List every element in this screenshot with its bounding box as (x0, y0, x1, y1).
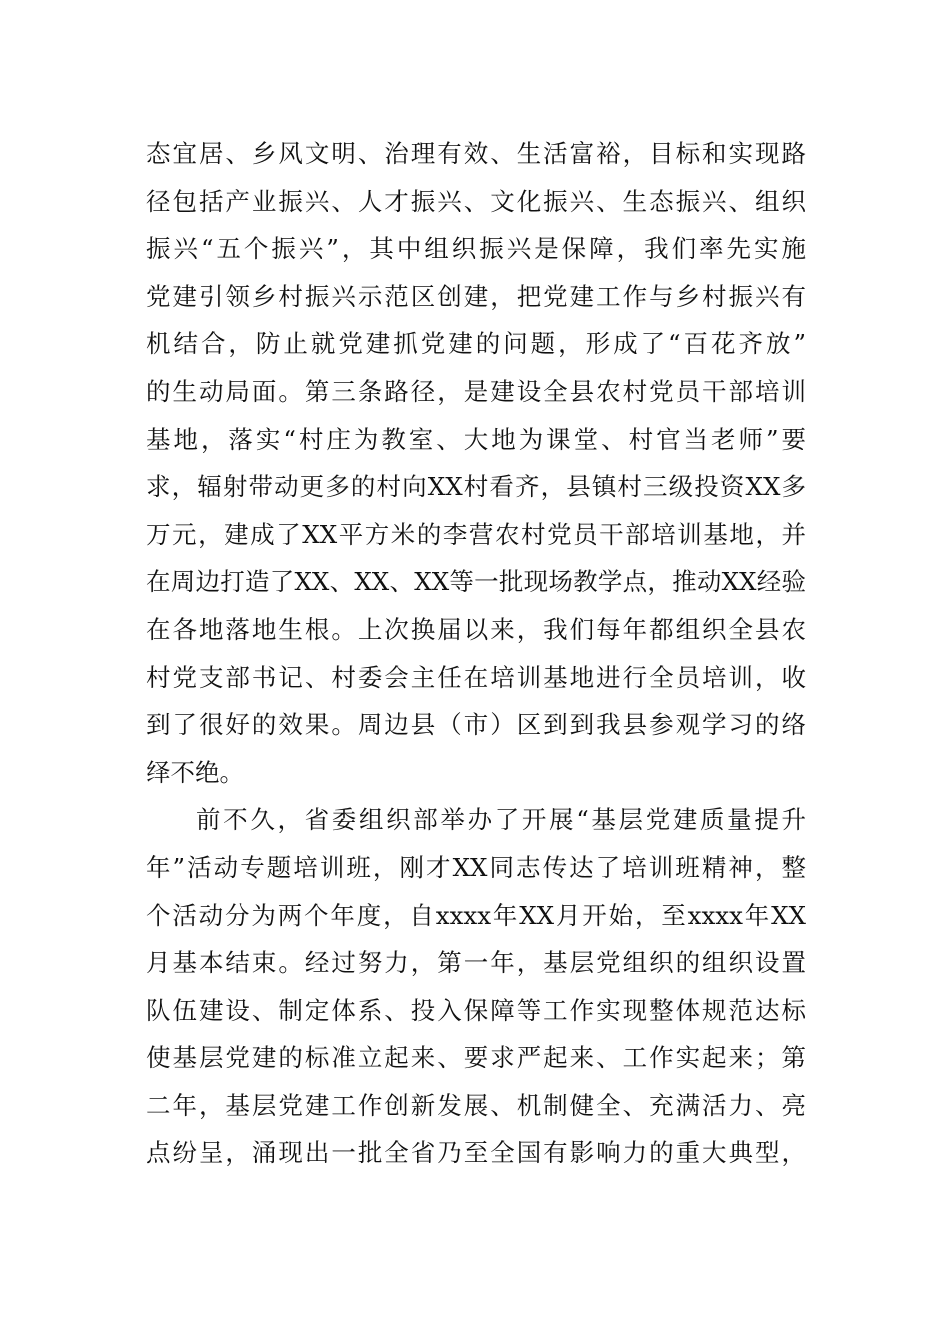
text-line: 振兴“五个振兴”，其中组织振兴是保障，我们率先实施 (146, 234, 806, 264)
text-line: 使基层党建的标准立起来、要求严起来、工作实起来；第 (146, 1043, 806, 1073)
text-line: 径包括产业振兴、人才振兴、文化振兴、生态振兴、组织 (146, 186, 806, 216)
text-line: 基地，落实“村庄为教室、大地为课堂、村官当老师”要 (146, 424, 806, 454)
text-line: 的生动局面。第三条路径，是建设全县农村党员干部培训 (146, 376, 806, 406)
text-line: 年”活动专题培训班，刚才XX同志传达了培训班精神，整 (146, 852, 806, 882)
text-line: 态宜居、乡风文明、治理有效、生活富裕，目标和实现路 (146, 139, 806, 168)
text-line: 二年，基层党建工作创新发展、机制健全、充满活力、亮 (146, 1090, 806, 1120)
text-line: 到了很好的效果。周边县（市）区到到我县参观学习的络 (146, 710, 806, 740)
text-line: 求，辐射带动更多的村向XX村看齐，县镇村三级投资XX多 (146, 472, 806, 502)
text-line: 前不久，省委组织部举办了开展“基层党建质量提升 (196, 805, 806, 835)
text-line: 月基本结束。经过努力，第一年，基层党组织的组织设置 (146, 948, 806, 978)
paragraph-1 (146, 130, 806, 796)
paragraph-2 (146, 796, 806, 1177)
text-line: 党建引领乡村振兴示范区创建，把党建工作与乡村振兴有 (146, 281, 806, 311)
text-line: 绎不绝。 (146, 757, 244, 787)
text-line: 在周边打造了XX、XX、XX等一批现场教学点，推动XX经验 (146, 567, 806, 597)
text-line: 队伍建设、制定体系、投入保障等工作实现整体规范达标 (146, 995, 806, 1025)
text-line: 个活动分为两个年度，自xxxx年XX月开始，至xxxx年XX (146, 900, 806, 930)
text-line: 在各地落地生根。上次换届以来，我们每年都组织全县农 (146, 614, 806, 644)
text-line: 万元，建成了XX平方米的李营农村党员干部培训基地，并 (146, 519, 806, 549)
text-line: 村党支部书记、村委会主任在培训基地进行全员培训，收 (146, 662, 806, 692)
text-line: 点纷呈，涌现出一批全省乃至全国有影响力的重大典型， (146, 1138, 806, 1168)
text-line: 机结合，防止就党建抓党建的问题，形成了“百花齐放” (146, 329, 806, 359)
document-body (146, 130, 806, 1177)
